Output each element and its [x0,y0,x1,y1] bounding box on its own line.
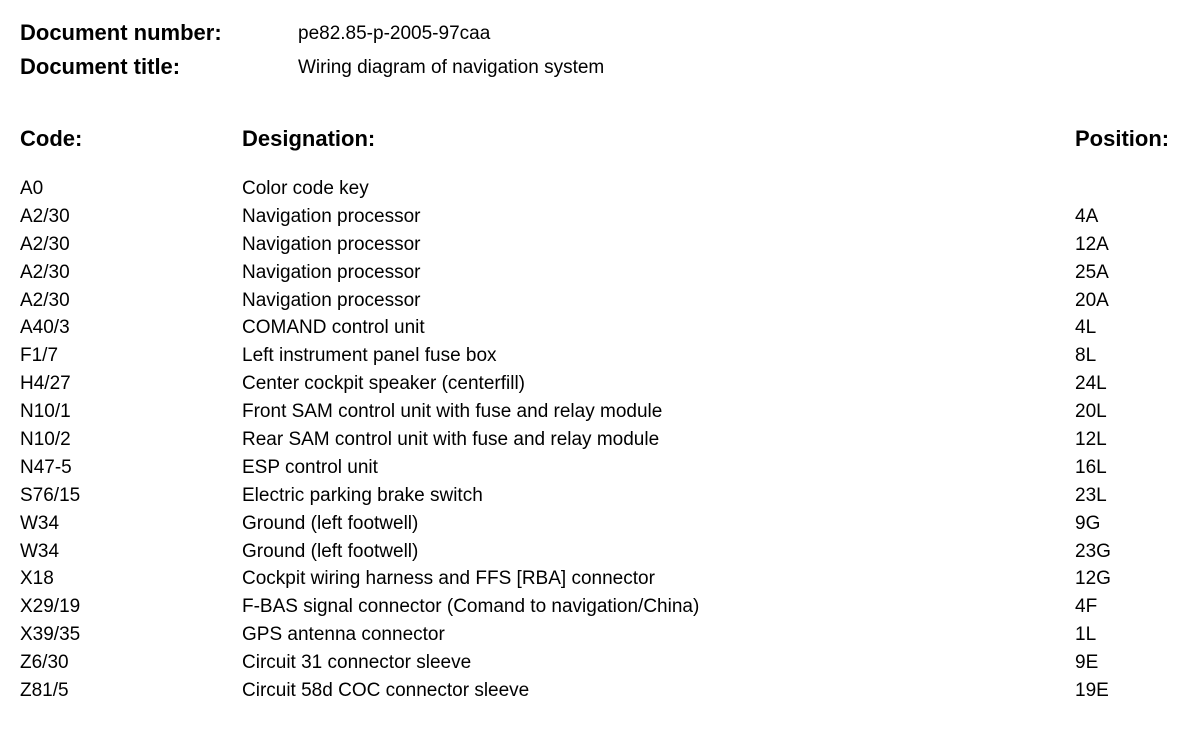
table-row [20,204,1190,232]
table-row [20,622,1190,650]
designation-cell: Circuit 58d COC connector sleeve [242,680,530,702]
designation-cell: Electric parking brake switch [242,484,483,506]
code-cell: S76/15 [20,484,81,506]
designation-cell: Navigation processor [242,261,421,283]
position-cell: 20A [1075,289,1109,311]
table-header [20,126,1190,154]
document-number-label: Document number: [20,20,222,45]
designation-cell: Color code key [242,178,369,199]
document-title-label: Document title: [20,54,181,79]
table-row [20,288,1190,316]
code-cell: H4/27 [20,373,71,395]
table-row [20,539,1190,567]
designation-cell: COMAND control unit [242,317,425,339]
designation-cell: Navigation processor [242,289,421,311]
designation-cell: ESP control unit [242,456,378,478]
table-row [20,343,1190,371]
code-cell: A2/30 [20,205,70,227]
table-row [20,594,1190,622]
code-cell: A0 [20,178,44,199]
position-cell: 9G [1075,512,1101,534]
position-cell: 4F [1075,596,1098,618]
designation-cell: Front SAM control unit with fuse and relay module [242,401,663,423]
document-title-value: Wiring diagram of navigation system [298,57,605,78]
code-cell: W34 [20,540,60,562]
code-cell: F1/7 [20,345,59,367]
code-cell: N10/2 [20,429,71,451]
table-row [20,650,1190,678]
document-number-value: pe82.85-p-2005-97caa [298,23,491,44]
position-cell: 19E [1075,680,1109,702]
code-column-header: Code: [20,126,83,151]
table-row [20,427,1190,455]
position-cell: 12A [1075,233,1109,255]
designation-cell: Center cockpit speaker (centerfill) [242,373,525,395]
table-row [20,455,1190,483]
designation-cell: GPS antenna connector [242,624,445,646]
designation-cell: Rear SAM control unit with fuse and relay module [242,429,660,451]
position-cell: 8L [1075,345,1097,367]
document-number-row [20,20,1120,48]
designation-cell: Cockpit wiring harness and FFS [RBA] connector [242,568,655,590]
position-cell: 12L [1075,429,1107,451]
position-cell: 4L [1075,317,1097,339]
position-cell: 12G [1075,568,1111,590]
code-cell: A2/30 [20,289,70,311]
code-cell: Z81/5 [20,680,69,702]
component-table-body [20,176,1190,706]
code-cell: Z6/30 [20,652,69,674]
table-row [20,232,1190,260]
position-cell: 23L [1075,484,1107,506]
position-cell: 9E [1075,652,1099,674]
position-column-header: Position: [1075,126,1170,151]
table-row [20,678,1190,706]
code-cell: N10/1 [20,401,71,423]
code-cell: X29/19 [20,596,81,618]
designation-column-header: Designation: [242,126,376,151]
designation-cell: F-BAS signal connector (Comand to navigation/China) [242,596,700,618]
position-cell: 25A [1075,261,1109,283]
table-row [20,315,1190,343]
designation-cell: Ground (left footwell) [242,540,419,562]
table-row [20,483,1190,511]
code-cell: X18 [20,568,54,590]
code-cell: W34 [20,512,60,534]
code-cell: N47-5 [20,456,72,478]
code-cell: X39/35 [20,624,81,646]
document-title-row [20,54,1120,82]
table-row [20,566,1190,594]
code-cell: A2/30 [20,233,70,255]
position-cell: 23G [1075,540,1111,562]
designation-cell: Navigation processor [242,205,421,227]
position-cell: 4A [1075,205,1099,227]
designation-cell: Navigation processor [242,233,421,255]
table-row [20,176,1190,204]
position-cell: 24L [1075,373,1107,395]
position-cell: 1L [1075,624,1097,646]
designation-cell: Ground (left footwell) [242,512,419,534]
position-cell: 16L [1075,456,1107,478]
position-cell: 20L [1075,401,1107,423]
table-row [20,371,1190,399]
code-cell: A40/3 [20,317,70,339]
code-cell: A2/30 [20,261,70,283]
designation-cell: Left instrument panel fuse box [242,345,497,367]
designation-cell: Circuit 31 connector sleeve [242,652,472,674]
table-row [20,399,1190,427]
table-row [20,511,1190,539]
table-row [20,260,1190,288]
